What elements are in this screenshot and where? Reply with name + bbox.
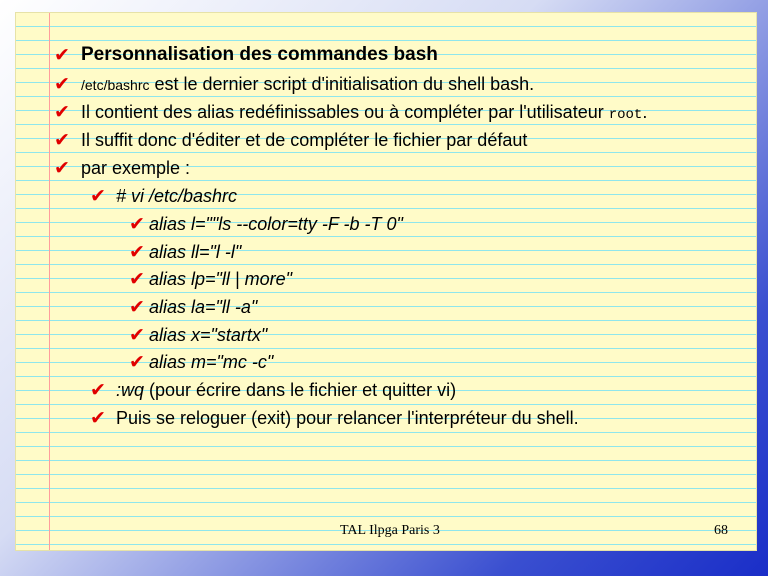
bullet-aliases — [81, 101, 647, 126]
checkmark-icon: ✔ — [129, 296, 145, 318]
bullet-text: est le dernier script d'initialisation du shell bash. — [149, 74, 535, 94]
alias-line: alias lp="ll | more" — [149, 269, 293, 289]
root-user: root — [608, 107, 643, 123]
alias-line: alias ll="l -l" — [149, 242, 242, 262]
bullet-example: par exemple : — [81, 158, 191, 178]
checkmark-icon: ✔ — [129, 241, 145, 263]
wq-command: :wq — [116, 380, 150, 400]
checkmark-icon: ✔ — [54, 44, 70, 66]
bullet-edit: Il suffit donc d'éditer et de compléter le fichier par défaut — [81, 130, 528, 150]
checkmark-icon: ✔ — [90, 407, 106, 429]
page-number: 68 — [714, 523, 728, 538]
checkmark-icon: ✔ — [90, 379, 106, 401]
checkmark-icon: ✔ — [90, 185, 106, 207]
save-instruction — [116, 379, 456, 401]
slide-title: Personnalisation des commandes bash — [81, 44, 438, 65]
slide-page — [16, 13, 756, 550]
alias-line: alias l=""ls --color=tty -F -b -T 0" — [149, 214, 403, 234]
checkmark-icon: ✔ — [54, 73, 70, 95]
alias-line: alias x="startx" — [149, 325, 268, 345]
footer-text: TAL Ilpga Paris 3 — [340, 523, 440, 538]
alias-line: alias la="ll -a" — [149, 297, 258, 317]
checkmark-icon: ✔ — [129, 351, 145, 373]
checkmark-icon: ✔ — [54, 101, 70, 123]
alias-line: alias m="mc -c" — [149, 352, 274, 372]
checkmark-icon: ✔ — [129, 268, 145, 290]
checkmark-icon: ✔ — [54, 157, 70, 179]
bullet-end: . — [642, 102, 648, 122]
checkmark-icon: ✔ — [54, 129, 70, 151]
bullet-bashrc — [81, 73, 534, 96]
bullet-text: Il contient des alias redéfinissables ou à compléter par l'utilisateur — [81, 102, 609, 122]
checkmark-icon: ✔ — [129, 213, 145, 235]
vi-command: # vi /etc/bashrc — [116, 186, 238, 206]
save-text: (pour écrire dans le fichier et quitter vi) — [149, 380, 457, 400]
relog-instruction: Puis se reloguer (exit) pour relancer l'interpréteur du shell. — [116, 408, 579, 428]
checkmark-icon: ✔ — [129, 324, 145, 346]
bashrc-path: /etc/bashrc — [81, 77, 150, 93]
